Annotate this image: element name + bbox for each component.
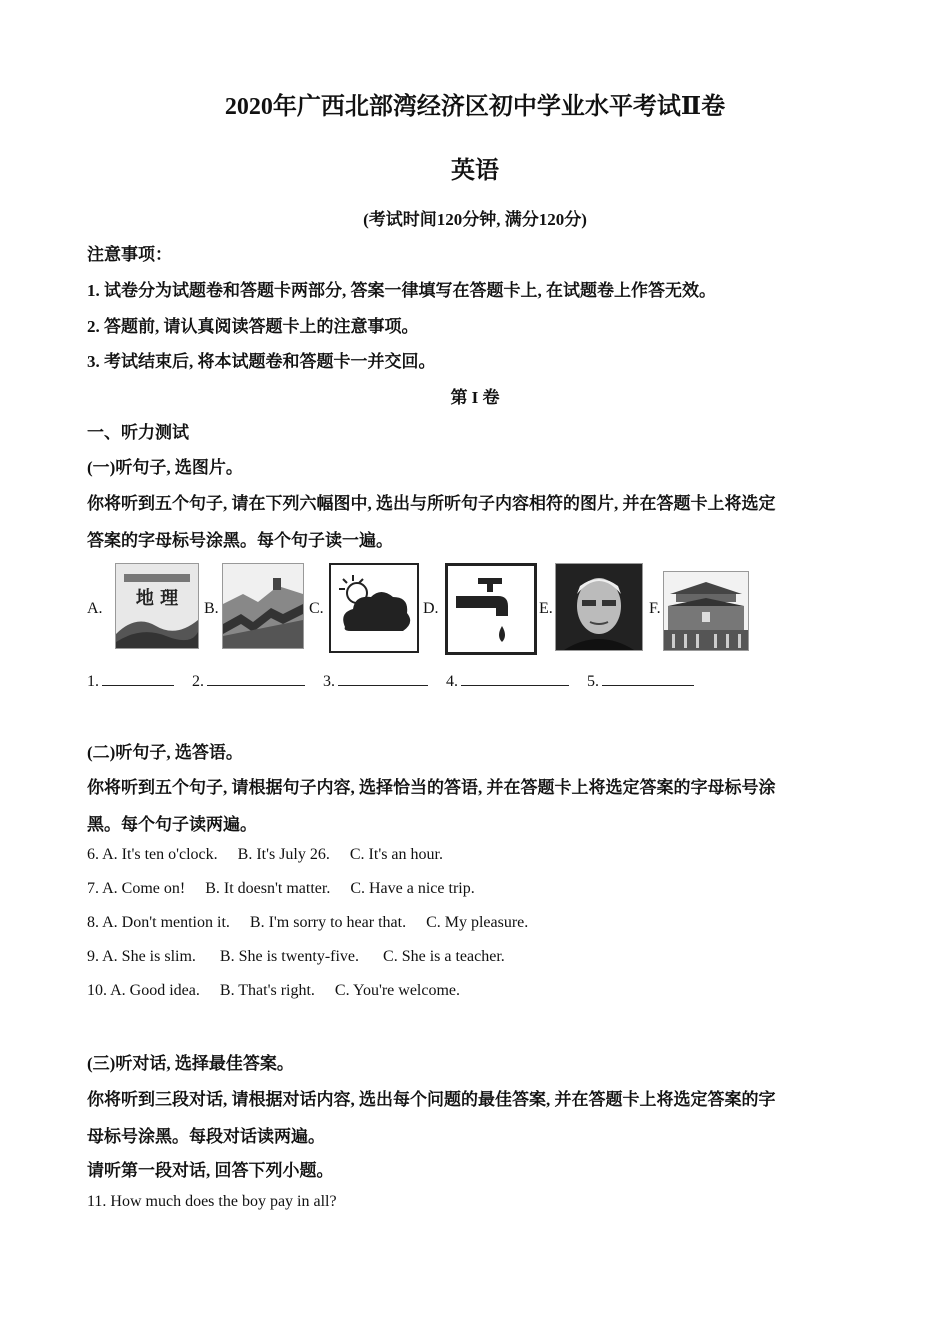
blank-item[interactable]	[587, 670, 694, 691]
question-11: 11. How much does the boy pay in all?	[87, 1193, 337, 1210]
part2-instruction: 你将听到五个句子, 请根据句子内容, 选择恰当的答语, 并在答题卡上将选定答案的字母标号涂	[87, 778, 776, 797]
part1-heading: (一)听句子, 选图片。	[87, 458, 243, 477]
option-a[interactable]: A. It's ten o'clock.	[102, 846, 218, 863]
part3-instruction: 母标号涂黑。每段对话读两遍。	[87, 1127, 325, 1146]
blank-line	[338, 670, 428, 686]
book-title: 地 理	[135, 588, 179, 609]
question-number: 10.	[87, 982, 107, 999]
blank-number: 5.	[587, 673, 599, 690]
section-heading: 一、听力测试	[87, 423, 189, 442]
blank-line	[461, 670, 569, 686]
option-label: A.	[87, 600, 103, 617]
part1-instruction: 你将听到五个句子, 请在下列六幅图中, 选出与所听句子内容相符的图片, 并在答题卡上将选定	[87, 494, 776, 513]
question-row	[87, 982, 460, 1000]
volume-label: 第 I 卷	[450, 388, 500, 407]
blank-line	[102, 670, 174, 686]
option-b[interactable]: B. She is twenty-five.	[219, 948, 360, 965]
option-label: D.	[423, 600, 439, 617]
option-b[interactable]: B. That's right.	[219, 982, 315, 999]
question-row	[87, 914, 528, 932]
question-number: 9.	[87, 948, 99, 965]
option-c[interactable]: C. You're welcome.	[334, 982, 461, 999]
question-row	[87, 846, 443, 864]
tiananmen-icon	[663, 571, 749, 651]
question-number: 7.	[87, 880, 99, 897]
option-b[interactable]: B. I'm sorry to hear that.	[249, 914, 407, 931]
exam-title: 2020年广西北部湾经济区初中学业水平考试Ⅱ卷	[224, 94, 726, 120]
part2-heading: (二)听句子, 选答语。	[87, 743, 243, 762]
blank-line	[207, 670, 305, 686]
picture-options	[87, 563, 787, 655]
time-info: (考试时间120分钟, 满分120分)	[363, 210, 587, 229]
part1-instruction: 答案的字母标号涂黑。每个句子读一遍。	[87, 531, 393, 550]
option-a[interactable]: A. She is slim.	[102, 948, 196, 965]
answer-blanks	[87, 670, 708, 691]
part2-instruction: 黑。每个句子读两遍。	[87, 815, 257, 834]
portrait-icon	[555, 563, 643, 651]
option-label: C.	[309, 600, 324, 617]
option-b[interactable]: B. It doesn't matter.	[205, 880, 331, 897]
blank-number: 2.	[192, 673, 204, 690]
question-number: 6.	[87, 846, 99, 863]
option-c[interactable]: C. She is a teacher.	[383, 948, 505, 965]
notice-item: 1. 试卷分为试题卷和答题卡两部分, 答案一律填写在答题卡上, 在试题卷上作答无效。	[87, 281, 716, 300]
option-label: B.	[204, 600, 219, 617]
option-c[interactable]: C. It's an hour.	[349, 846, 443, 863]
question-row	[87, 880, 475, 898]
part3-instruction: 你将听到三段对话, 请根据对话内容, 选出每个问题的最佳答案, 并在答题卡上将选定答案的字	[87, 1090, 776, 1109]
option-a[interactable]: A. Don't mention it.	[102, 914, 230, 931]
notice-item: 3. 考试结束后, 将本试题卷和答题卡一并交回。	[87, 352, 436, 371]
blank-number: 1.	[87, 673, 99, 690]
blank-line	[602, 670, 694, 686]
option-c[interactable]: C. My pleasure.	[426, 914, 529, 931]
part3-heading: (三)听对话, 选择最佳答案。	[87, 1054, 294, 1073]
water-tap-icon	[445, 563, 537, 655]
blank-item[interactable]	[192, 670, 305, 691]
option-label: E.	[539, 600, 553, 617]
notice-item: 2. 答题前, 请认真阅读答题卡上的注意事项。	[87, 317, 419, 336]
notice-heading: 注意事项：	[87, 245, 172, 264]
subject-title: 英语	[451, 158, 499, 184]
dialog-prompt: 请听第一段对话, 回答下列小题。	[87, 1161, 334, 1180]
option-b[interactable]: B. It's July 26.	[237, 846, 330, 863]
great-wall-icon	[222, 563, 304, 649]
blank-number: 4.	[446, 673, 458, 690]
blank-item[interactable]	[446, 670, 569, 691]
geography-book-icon	[115, 563, 199, 649]
blank-number: 3.	[323, 673, 335, 690]
option-a[interactable]: A. Good idea.	[110, 982, 200, 999]
blank-item[interactable]	[87, 670, 174, 691]
option-c[interactable]: C. Have a nice trip.	[350, 880, 475, 897]
question-number: 8.	[87, 914, 99, 931]
blank-item[interactable]	[323, 670, 428, 691]
question-row	[87, 948, 505, 966]
option-a[interactable]: A. Come on!	[102, 880, 186, 897]
option-label: F.	[649, 600, 661, 617]
sun-cloud-icon	[329, 563, 419, 653]
